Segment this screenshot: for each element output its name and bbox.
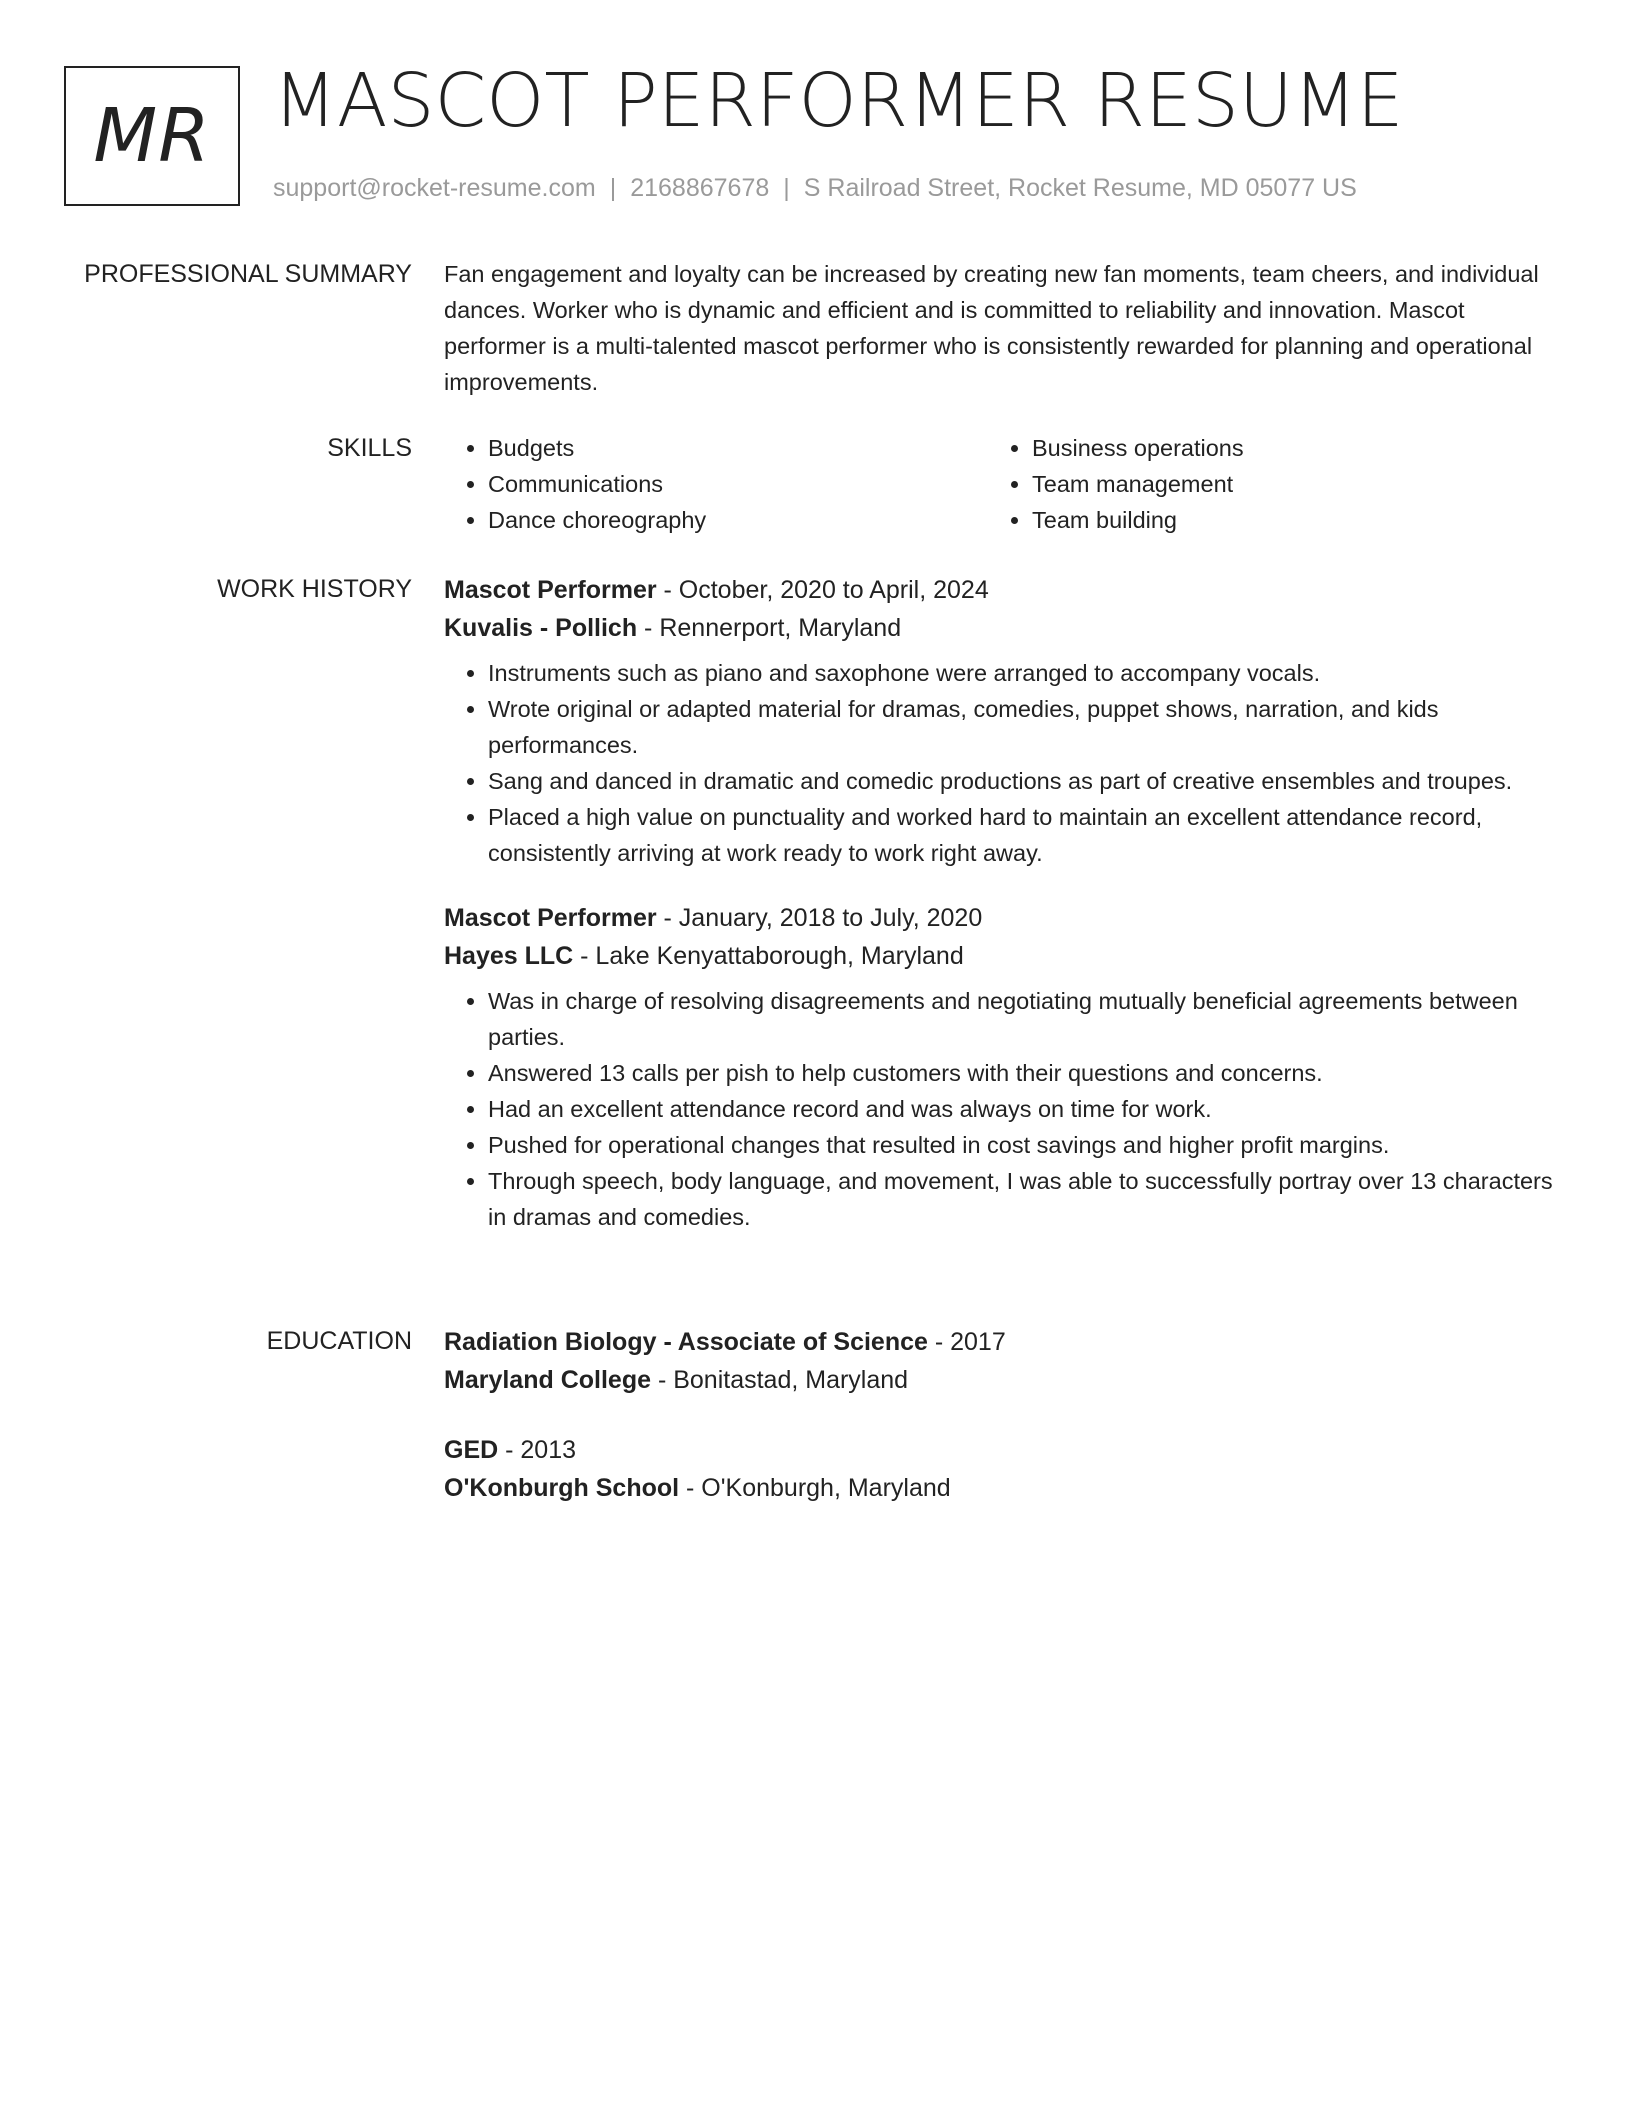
education-entry <box>444 1431 1554 1507</box>
skill-item: • Dance choreography <box>488 502 988 538</box>
skills-body <box>444 430 1554 538</box>
education-degree-line <box>444 1431 1554 1469</box>
job-bullet: • Instruments such as piano and saxophone were arranged to accompany vocals. <box>488 655 1554 691</box>
education-body <box>444 1323 1554 1539</box>
job-bullet: • Pushed for operational changes that resulted in cost savings and higher profit margins. <box>488 1127 1554 1163</box>
job-bullet: • Was in charge of resolving disagreements and negotiating mutually beneficial agreements between parties. <box>488 983 1554 1055</box>
skills-columns <box>444 430 1554 538</box>
job-title: Mascot Performer <box>444 904 657 932</box>
job-company-line <box>444 609 1554 647</box>
skills-list-right <box>988 430 1532 538</box>
education-school: Maryland College <box>444 1366 651 1394</box>
education-degree: Radiation Biology - Associate of Science <box>444 1328 928 1356</box>
job-company: Kuvalis - Pollich <box>444 614 638 642</box>
job-bullet: • Answered 13 calls per pish to help customers with their questions and concerns. <box>488 1055 1554 1091</box>
education-location: - Bonitastad, Maryland <box>651 1366 909 1394</box>
job-bullets <box>444 983 1554 1235</box>
job-bullet: • Through speech, body language, and movement, I was able to successfully portray over 13 characters in dramas and comedies. <box>488 1163 1554 1235</box>
job-dates: - January, 2018 to July, 2020 <box>656 904 983 932</box>
education-school: O'Konburgh School <box>444 1474 680 1502</box>
education-location: - O'Konburgh, Maryland <box>679 1474 951 1502</box>
summary-text: Fan engagement and loyalty can be increased by creating new fan moments, team cheers, and individual dances. Worker who is dynamic and efficient and is committed to reliability and innovation. Mascot performer is a multi-talented mascot performer who is consistently rewarded for planning and operational improvements. <box>444 261 1539 395</box>
skill-item: • Budgets <box>488 430 988 466</box>
education-school-line <box>444 1469 1554 1507</box>
job-bullet: • Sang and danced in dramatic and comedic productions as part of creative ensembles and troupes. <box>488 763 1554 799</box>
job-location: - Rennerport, Maryland <box>637 614 902 642</box>
contact-separator: | <box>609 174 617 202</box>
skill-item: • Team management <box>1032 466 1532 502</box>
job-bullets <box>444 655 1554 871</box>
contact-line <box>273 174 1357 203</box>
job-entry <box>444 571 1554 871</box>
summary-label: PROFESSIONAL SUMMARY <box>84 260 412 288</box>
job-entry <box>444 899 1554 1235</box>
education-label: EDUCATION <box>266 1327 412 1355</box>
summary-body <box>444 256 1554 400</box>
contact-phone: 2168867678 <box>630 174 770 202</box>
job-dates: - October, 2020 to April, 2024 <box>656 576 989 604</box>
skill-item: • Communications <box>488 466 988 502</box>
education-degree: GED <box>444 1436 499 1464</box>
education-school-line <box>444 1361 1554 1399</box>
contact-address: S Railroad Street, Rocket Resume, MD 05077 US <box>803 174 1357 202</box>
job-bullet: • Placed a high value on punctuality and worked hard to maintain an excellent attendance record, consistently arriving at work ready to work right away. <box>488 799 1554 871</box>
resume-title: MASCOT PERFORMER RESUME <box>273 58 1404 144</box>
education-degree-line <box>444 1323 1554 1361</box>
job-title-line <box>444 571 1554 609</box>
skill-item: • Business operations <box>1032 430 1532 466</box>
work-history-label: WORK HISTORY <box>217 575 412 603</box>
skill-item: • Team building <box>1032 502 1532 538</box>
skills-list-left <box>444 430 988 538</box>
education-entry <box>444 1323 1554 1399</box>
education-year: - 2017 <box>927 1328 1006 1356</box>
contact-separator: | <box>783 174 790 202</box>
job-title: Mascot Performer <box>444 576 657 604</box>
job-company: Hayes LLC <box>444 942 574 970</box>
work-history-body <box>444 571 1554 1263</box>
job-bullet: • Wrote original or adapted material for dramas, comedies, puppet shows, narration, and kids performances. <box>488 691 1554 763</box>
monogram-badge: MR <box>64 66 240 206</box>
job-company-line <box>444 937 1554 975</box>
job-bullet: • Had an excellent attendance record and was always on time for work. <box>488 1091 1554 1127</box>
contact-email: support@rocket-resume.com <box>273 174 596 202</box>
skills-label: SKILLS <box>327 434 412 462</box>
job-location: - Lake Kenyattaborough, Maryland <box>573 942 964 970</box>
education-year: - 2013 <box>498 1436 577 1464</box>
job-title-line <box>444 899 1554 937</box>
